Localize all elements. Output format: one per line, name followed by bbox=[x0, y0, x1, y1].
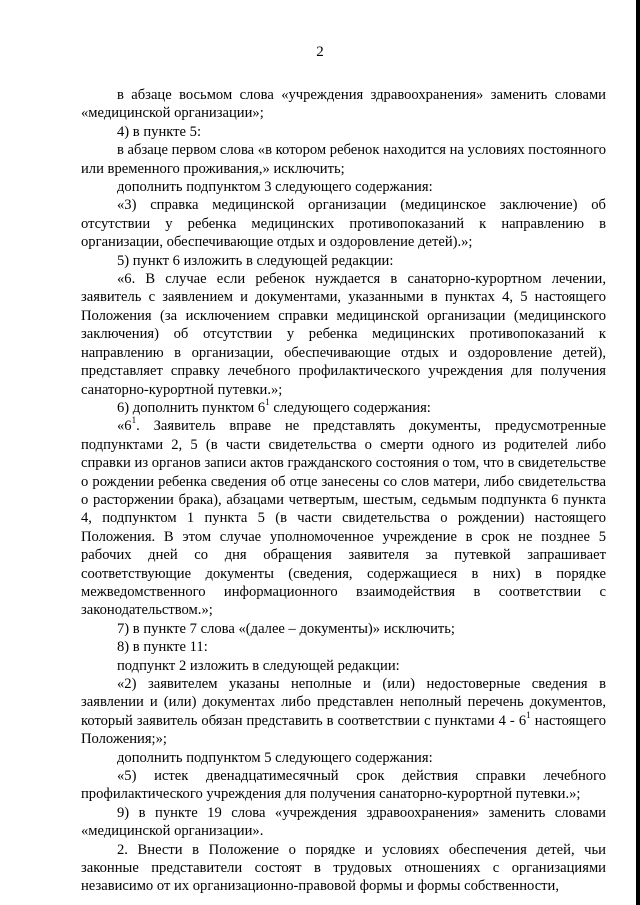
text-before: 6) дополнить пунктом 6 bbox=[117, 399, 266, 416]
text-before: «6 bbox=[117, 418, 132, 435]
paragraph-item-4: 4) в пункте 5: bbox=[117, 123, 202, 140]
paragraph-add-subitem-5: дополнить подпунктом 5 следующего содержания: bbox=[117, 749, 433, 766]
paragraph-item-6-1-text bbox=[81, 417, 606, 619]
paragraph-subitem-2-intro: подпункт 2 изложить в следующей редакции: bbox=[117, 657, 400, 674]
paragraph-item-7: 7) в пункте 7 слова «(далее – документы)» исключить; bbox=[117, 620, 455, 637]
text-after: настоящего Положения;»; bbox=[81, 712, 607, 748]
text-before: «2) заявителем указаны неполные и (или) недостоверные сведения в заявлении и (или) документах либо представлен неполный перечень документов, который заявитель обязан представить в соответствии с пунктами 4 - 6 bbox=[81, 676, 606, 729]
paragraph-section-2: 2. Внести в Положение о порядке и условиях обеспечения детей, чьи законные представители состоят в трудовых отношениях с организациями независимо от их организационно-правовой формы и формы собственности, bbox=[81, 841, 606, 895]
scan-edge bbox=[636, 0, 640, 905]
paragraph-add-subitem-3: дополнить подпунктом 3 следующего содержания: bbox=[117, 179, 433, 196]
paragraph-item-5: 5) пункт 6 изложить в следующей редакции: bbox=[117, 252, 394, 269]
paragraph-item-6-add bbox=[81, 399, 606, 417]
paragraph-subitem-5-text: «5) истек двенадцатимесячный срок действия справки лечебного профилактического учреждения для получения санаторно-курортной путевки.»; bbox=[81, 768, 606, 803]
paragraph-item-9: 9) в пункте 19 слова «учреждения здравоохранения» заменить словами «медицинской организации». bbox=[81, 804, 606, 840]
paragraph-article-8-paragraph-8: в абзаце восьмом слова «учреждения здравоохранения» заменить словами «медицинской организации»; bbox=[81, 87, 606, 122]
page-number: 2 bbox=[316, 44, 324, 60]
paragraph-item-8: 8) в пункте 11: bbox=[117, 639, 208, 656]
text-after: следующего содержания: bbox=[269, 399, 431, 416]
superscript: 1 bbox=[265, 397, 270, 408]
superscript: 1 bbox=[131, 415, 137, 426]
paragraph-subitem-3-text: «3) справка медицинской организации (медицинское заключение) об отсутствии у ребенка медицинских противопоказаний к направлению в организации, обеспечивающие отдых и оздоровление детей).»; bbox=[81, 197, 606, 251]
paragraph-item-4-first-paragraph: в абзаце первом слова «в котором ребенок находится на условиях постоянного или временного проживания,» исключить; bbox=[81, 142, 606, 177]
paragraph-subitem-2-text bbox=[81, 675, 606, 749]
document-body bbox=[81, 86, 606, 896]
superscript: 1 bbox=[526, 709, 531, 720]
text-after: . Заявитель вправе не представлять документы, предусмотренные подпунктами 2, 5 (в части свидетельства о смерти одного из родителей либо справки из органов записи актов гражданского состояния о том, что в свидетельстве о рождении ребенка сведения об отце занесены со слов матери, либо свидетельства о расторжении брака), абзацами четвертым, шестым, седьмым подпункта 6 пункта 4, подпунктом 1 пункта 5 (в части свидетельства о рождении) настоящего Положения. В этом случае уполномоченное учреждение в срок не позднее 5 рабочих дней со дня обращения заявителя за путевкой запрашивает соответствующие документы (сведения, содержащиеся в них) в порядке межведомственного информационного взаимодействия в соответствии с законодательством.»; bbox=[81, 418, 606, 619]
paragraph-item-6-text: «6. В случае если ребенок нуждается в санаторно-курортном лечении, заявитель с заявлением и документами, указанными в пунктах 4, 5 настоящего Положения (за исключением справки медицинской организации (медицинского заключения) об отсутствии у ребенка медицинских противопоказаний к направлению в организации, обеспечивающие отдых и оздоровление детей), представляет справку лечебного профилактического учреждения для получения санаторно-курортной путевки.»; bbox=[81, 271, 606, 398]
